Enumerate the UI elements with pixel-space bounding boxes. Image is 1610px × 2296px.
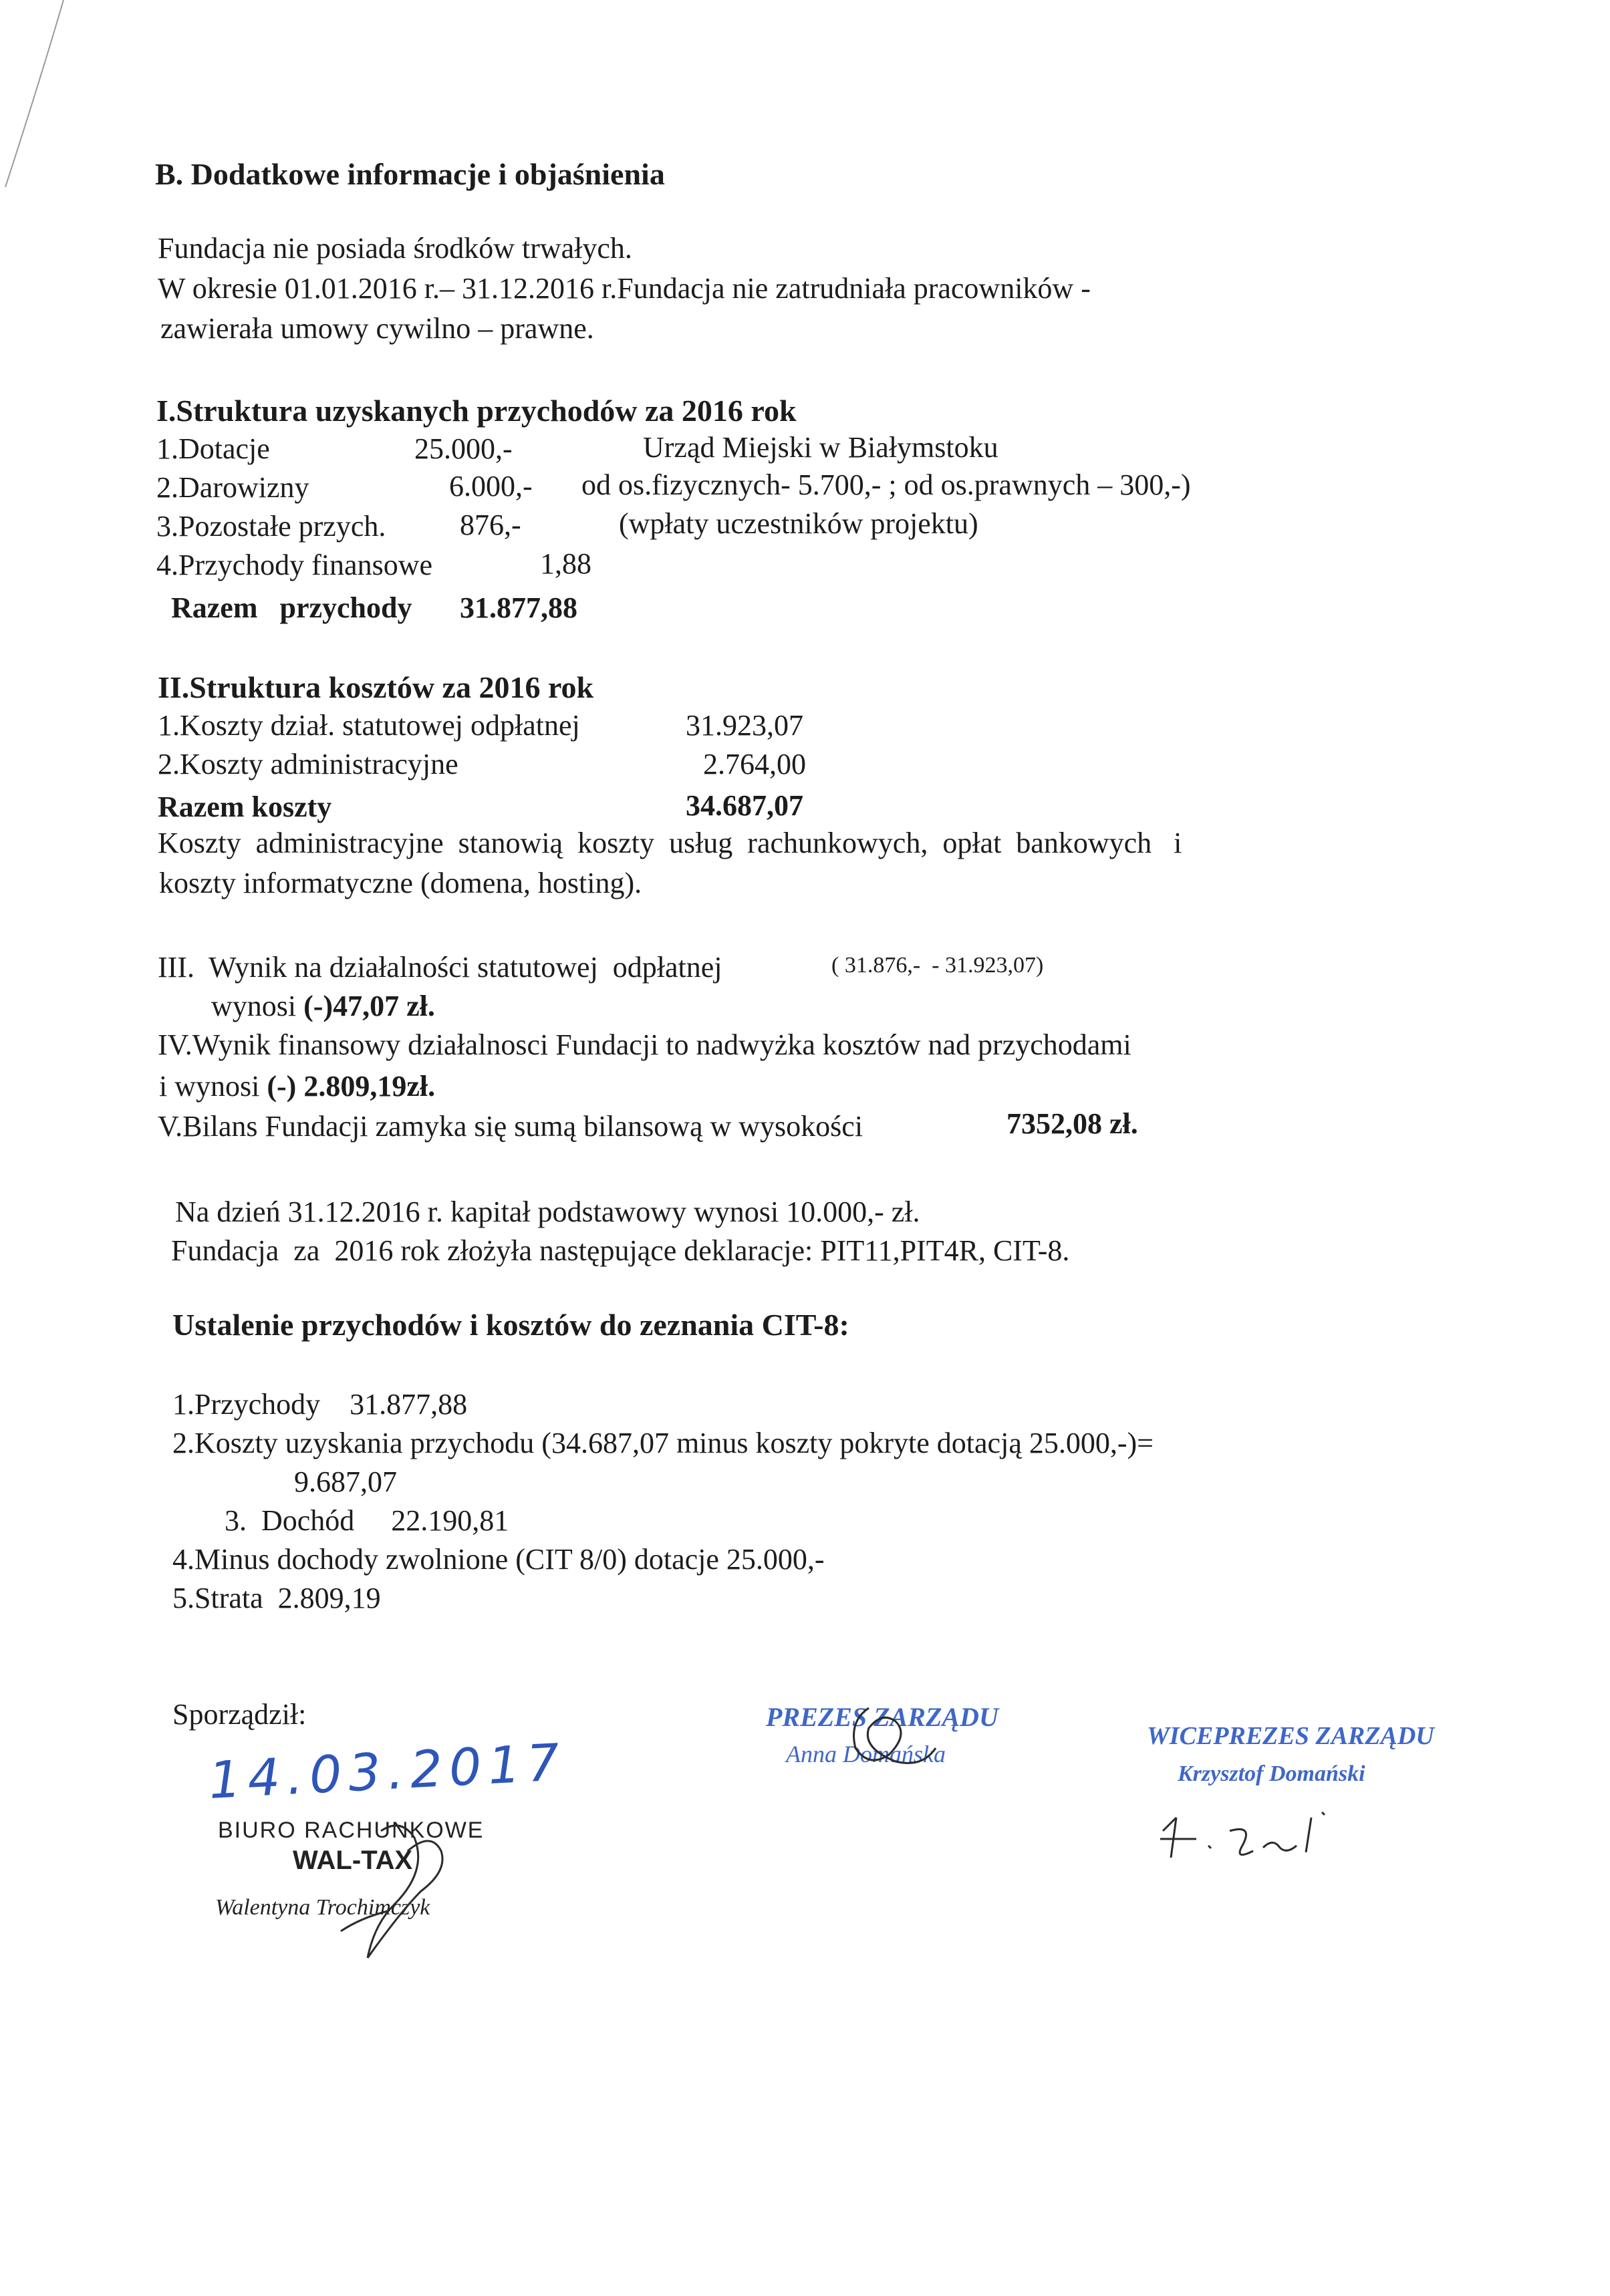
cit-line-2: 2.Koszty uzyskania przychodu (34.687,07 minus koszty pokryte dotacją 25.000,-)= — [172, 1427, 1154, 1459]
result-line-3-prefix: wynosi — [211, 990, 304, 1022]
revenue-row-note: od os.fizycznych- 5.700,- ; od os.prawnych – 300,-) — [581, 468, 1191, 501]
office-stamp-line-3: Walentyna Trochimczyk — [215, 1895, 430, 1920]
result-line-3-value-row — [211, 992, 435, 1021]
result-line-5-value: 7352,08 zł. — [1007, 1107, 1138, 1140]
president-name: Anna Domańska — [786, 1741, 946, 1767]
revenue-row-label: 4.Przychody finansowe — [156, 549, 433, 581]
section-heading: B. Dodatkowe informacje i objaśnienia — [155, 157, 665, 191]
costs-row-label: 2.Koszty administracyjne — [158, 748, 458, 780]
handwritten-date: 14.03.2017 — [207, 1732, 568, 1810]
result-line-3-calc: ( 31.876,- - 31.923,07) — [831, 953, 1044, 978]
vice-president-title: WICEPREZES ZARZĄDU — [1147, 1722, 1434, 1750]
vice-president-name: Krzysztof Domański — [1178, 1761, 1365, 1786]
costs-note-line-1: Koszty administracyjne stanowią koszty usług rachunkowych, opłat bankowych i — [158, 827, 1182, 859]
intro-line-1: Fundacja nie posiada środków trwałych. — [158, 232, 632, 265]
prepared-by-label: Sporządził: — [172, 1698, 307, 1731]
scan-edge-mark — [0, 0, 80, 200]
cit-line-5: 5.Strata 2.809,19 — [172, 1582, 381, 1614]
revenue-row-label: 2.Darowizny — [156, 471, 309, 504]
result-line-4-value: (-) 2.809,19zł. — [267, 1070, 436, 1103]
revenue-total-label: Razem przychody — [171, 591, 412, 624]
costs-title: II.Struktura kosztów za 2016 rok — [158, 670, 594, 704]
office-stamp-line-2: WAL-TAX — [293, 1846, 413, 1875]
costs-row-amount: 2.764,00 — [703, 748, 806, 780]
revenue-row-label: 1.Dotacje — [156, 432, 270, 465]
costs-row-label: 1.Koszty dział. statutowej odpłatnej — [158, 709, 580, 742]
costs-row-amount: 31.923,07 — [686, 709, 803, 742]
result-line-4: IV.Wynik finansowy działalnosci Fundacji to nadwyżka kosztów nad przychodami — [158, 1028, 1131, 1061]
office-stamp-line-1: BIURO RACHUNKOWE — [218, 1818, 485, 1843]
cit-line-4: 4.Minus dochody zwolnione (CIT 8/0) dotacje 25.000,- — [172, 1543, 825, 1576]
cit-title: Ustalenie przychodów i kosztów do zeznania CIT-8: — [172, 1308, 849, 1342]
revenue-row-amount: 876,- — [460, 509, 521, 541]
intro-line-2: W okresie 01.01.2016 r.– 31.12.2016 r.Fundacja nie zatrudniała pracowników - — [158, 272, 1091, 305]
revenue-row-amount: 25.000,- — [414, 432, 513, 465]
revenue-row-label: 3.Pozostałe przych. — [156, 510, 386, 543]
cit-line-1: 1.Przychody 31.877,88 — [172, 1388, 468, 1421]
revenue-row-note: Urząd Miejski w Białymstoku — [643, 431, 998, 464]
capital-line-1: Na dzień 31.12.2016 r. kapitał podstawowy wynosi 10.000,- zł. — [175, 1195, 920, 1228]
president-signature — [829, 1695, 956, 1781]
costs-total-amount: 34.687,07 — [686, 789, 803, 822]
costs-note-line-2: koszty informatyczne (domena, hosting). — [159, 867, 642, 899]
president-title: PREZES ZARZĄDU — [766, 1702, 998, 1732]
revenue-title: I.Struktura uzyskanych przychodów za 2016 rok — [156, 394, 797, 428]
revenue-total-amount: 31.877,88 — [460, 591, 577, 624]
result-line-4-prefix: i wynosi — [159, 1070, 267, 1103]
capital-line-2: Fundacja za 2016 rok złożyła następujące deklaracje: PIT11,PIT4R, CIT-8. — [171, 1234, 1070, 1267]
revenue-row-amount: 6.000,- — [449, 470, 533, 503]
cit-line-2b: 9.687,07 — [294, 1465, 397, 1498]
revenue-row-note: (wpłaty uczestników projektu) — [619, 507, 978, 540]
result-line-5: V.Bilans Fundacji zamyka się sumą bilansową w wysokości — [158, 1110, 863, 1143]
vice-president-signature — [1136, 1798, 1363, 1878]
result-line-3: III. Wynik na działalności statutowej odpłatnej — [158, 951, 722, 984]
intro-line-3: zawierała umowy cywilno – prawne. — [160, 312, 594, 345]
costs-total-label: Razem koszty — [158, 791, 332, 823]
result-line-3-value: (-)47,07 zł. — [303, 990, 435, 1022]
revenue-row-amount: 1,88 — [540, 547, 591, 580]
accountant-signature — [314, 1811, 488, 1985]
cit-line-3: 3. Dochód 22.190,81 — [225, 1504, 509, 1537]
result-line-4-value-row — [159, 1072, 435, 1101]
